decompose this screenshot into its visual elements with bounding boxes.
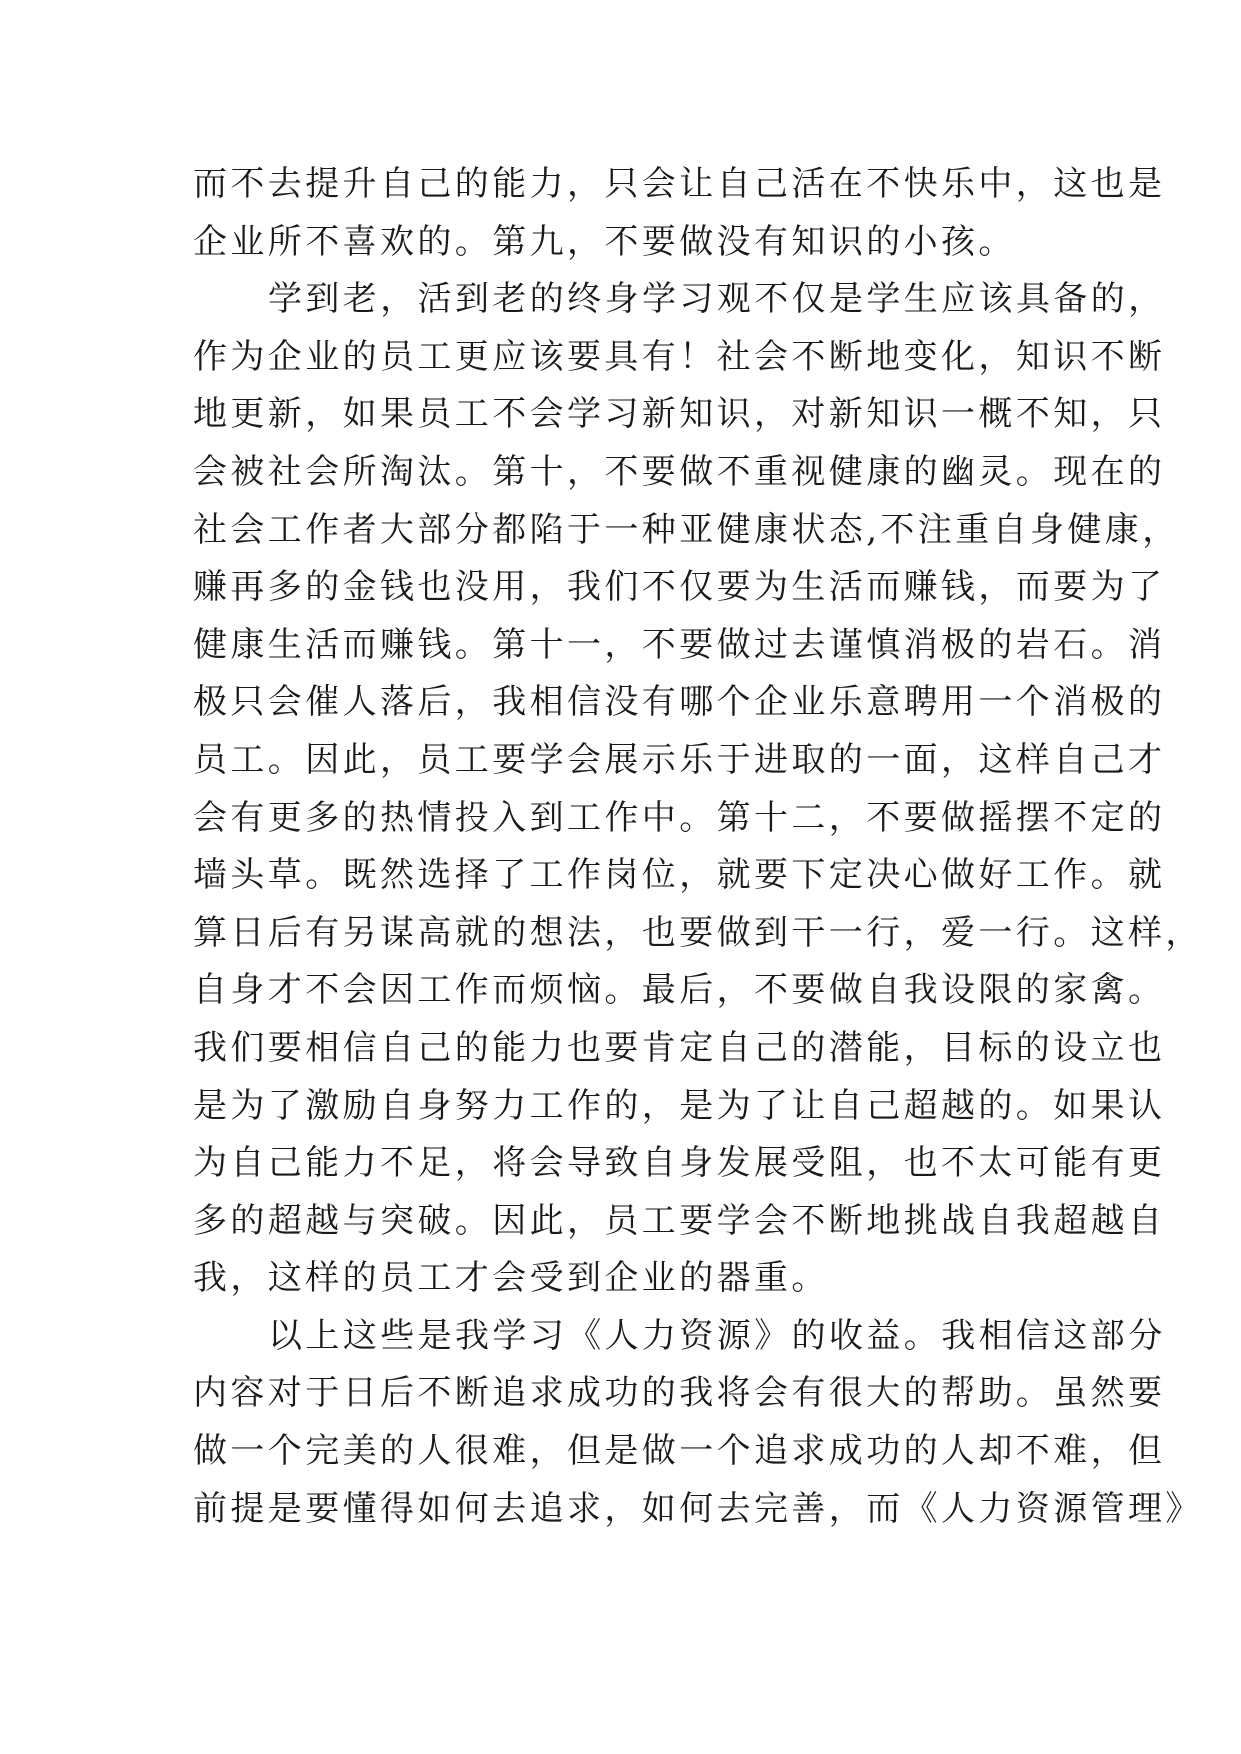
body-text — [193, 156, 1203, 1538]
text-line: 作为企业的员工更应该要具有！社会不断地变化，知识不断 — [193, 336, 1166, 377]
text-line: 会被社会所淘汰。第十，不要做不重视健康的幽灵。现在的 — [193, 451, 1166, 492]
text-line: 为自己能力不足，将会导致自身发展受阻，也不太可能有更 — [193, 1143, 1166, 1184]
text-line: 自身才不会因工作而烦恼。最后，不要做自我设限的家禽。 — [193, 970, 1166, 1011]
text-line: 墙头草。既然选择了工作岗位，就要下定决心做好工作。就 — [193, 855, 1166, 896]
text-line: 我们要相信自己的能力也要肯定自己的潜能，目标的设立也 — [193, 1027, 1166, 1068]
text-line: 会有更多的热情投入到工作中。第十二，不要做摇摆不定的 — [193, 797, 1166, 838]
text-line: 企业所不喜欢的。第九，不要做没有知识的小孩。 — [193, 221, 1016, 262]
text-line: 前提是要懂得如何去追求，如何去完善，而《人力资源管理》 — [193, 1488, 1203, 1529]
text-line: 内容对于日后不断追求成功的我将会有很大的帮助。虽然要 — [193, 1373, 1166, 1414]
text-line: 赚再多的金钱也没用，我们不仅要为生活而赚钱，而要为了 — [193, 567, 1166, 608]
text-line: 地更新，如果员工不会学习新知识，对新知识一概不知，只 — [193, 394, 1166, 435]
text-line: 极只会催人落后，我相信没有哪个企业乐意聘用一个消极的 — [193, 682, 1166, 723]
text-line: 员工。因此，员工要学会展示乐于进取的一面，这样自己才 — [193, 739, 1166, 780]
text-line: 健康生活而赚钱。第十一，不要做过去谨慎消极的岩石。消 — [193, 624, 1166, 665]
text-line: 而不去提升自己的能力，只会让自己活在不快乐中，这也是 — [193, 164, 1166, 204]
text-line: 我，这样的员工才会受到企业的器重。 — [193, 1258, 829, 1299]
text-line: 社会工作者大部分都陷于一种亚健康状态,不注重自身健康， — [193, 509, 1180, 550]
text-line: 算日后有另谋高就的想法，也要做到干一行，爱一行。这样， — [193, 912, 1203, 953]
text-line: 做一个完美的人很难，但是做一个追求成功的人却不难，但 — [193, 1431, 1166, 1472]
paragraph-start-line: 学到老，活到老的终身学习观不仅是学生应该具备的， — [268, 279, 1166, 320]
text-line: 多的超越与突破。因此，员工要学会不断地挑战自我超越自 — [193, 1200, 1166, 1241]
paragraph-start-line: 以上这些是我学习《人力资源》的收益。我相信这部分 — [268, 1315, 1166, 1356]
text-line: 是为了激励自身努力工作的，是为了让自己超越的。如果认 — [193, 1085, 1166, 1126]
